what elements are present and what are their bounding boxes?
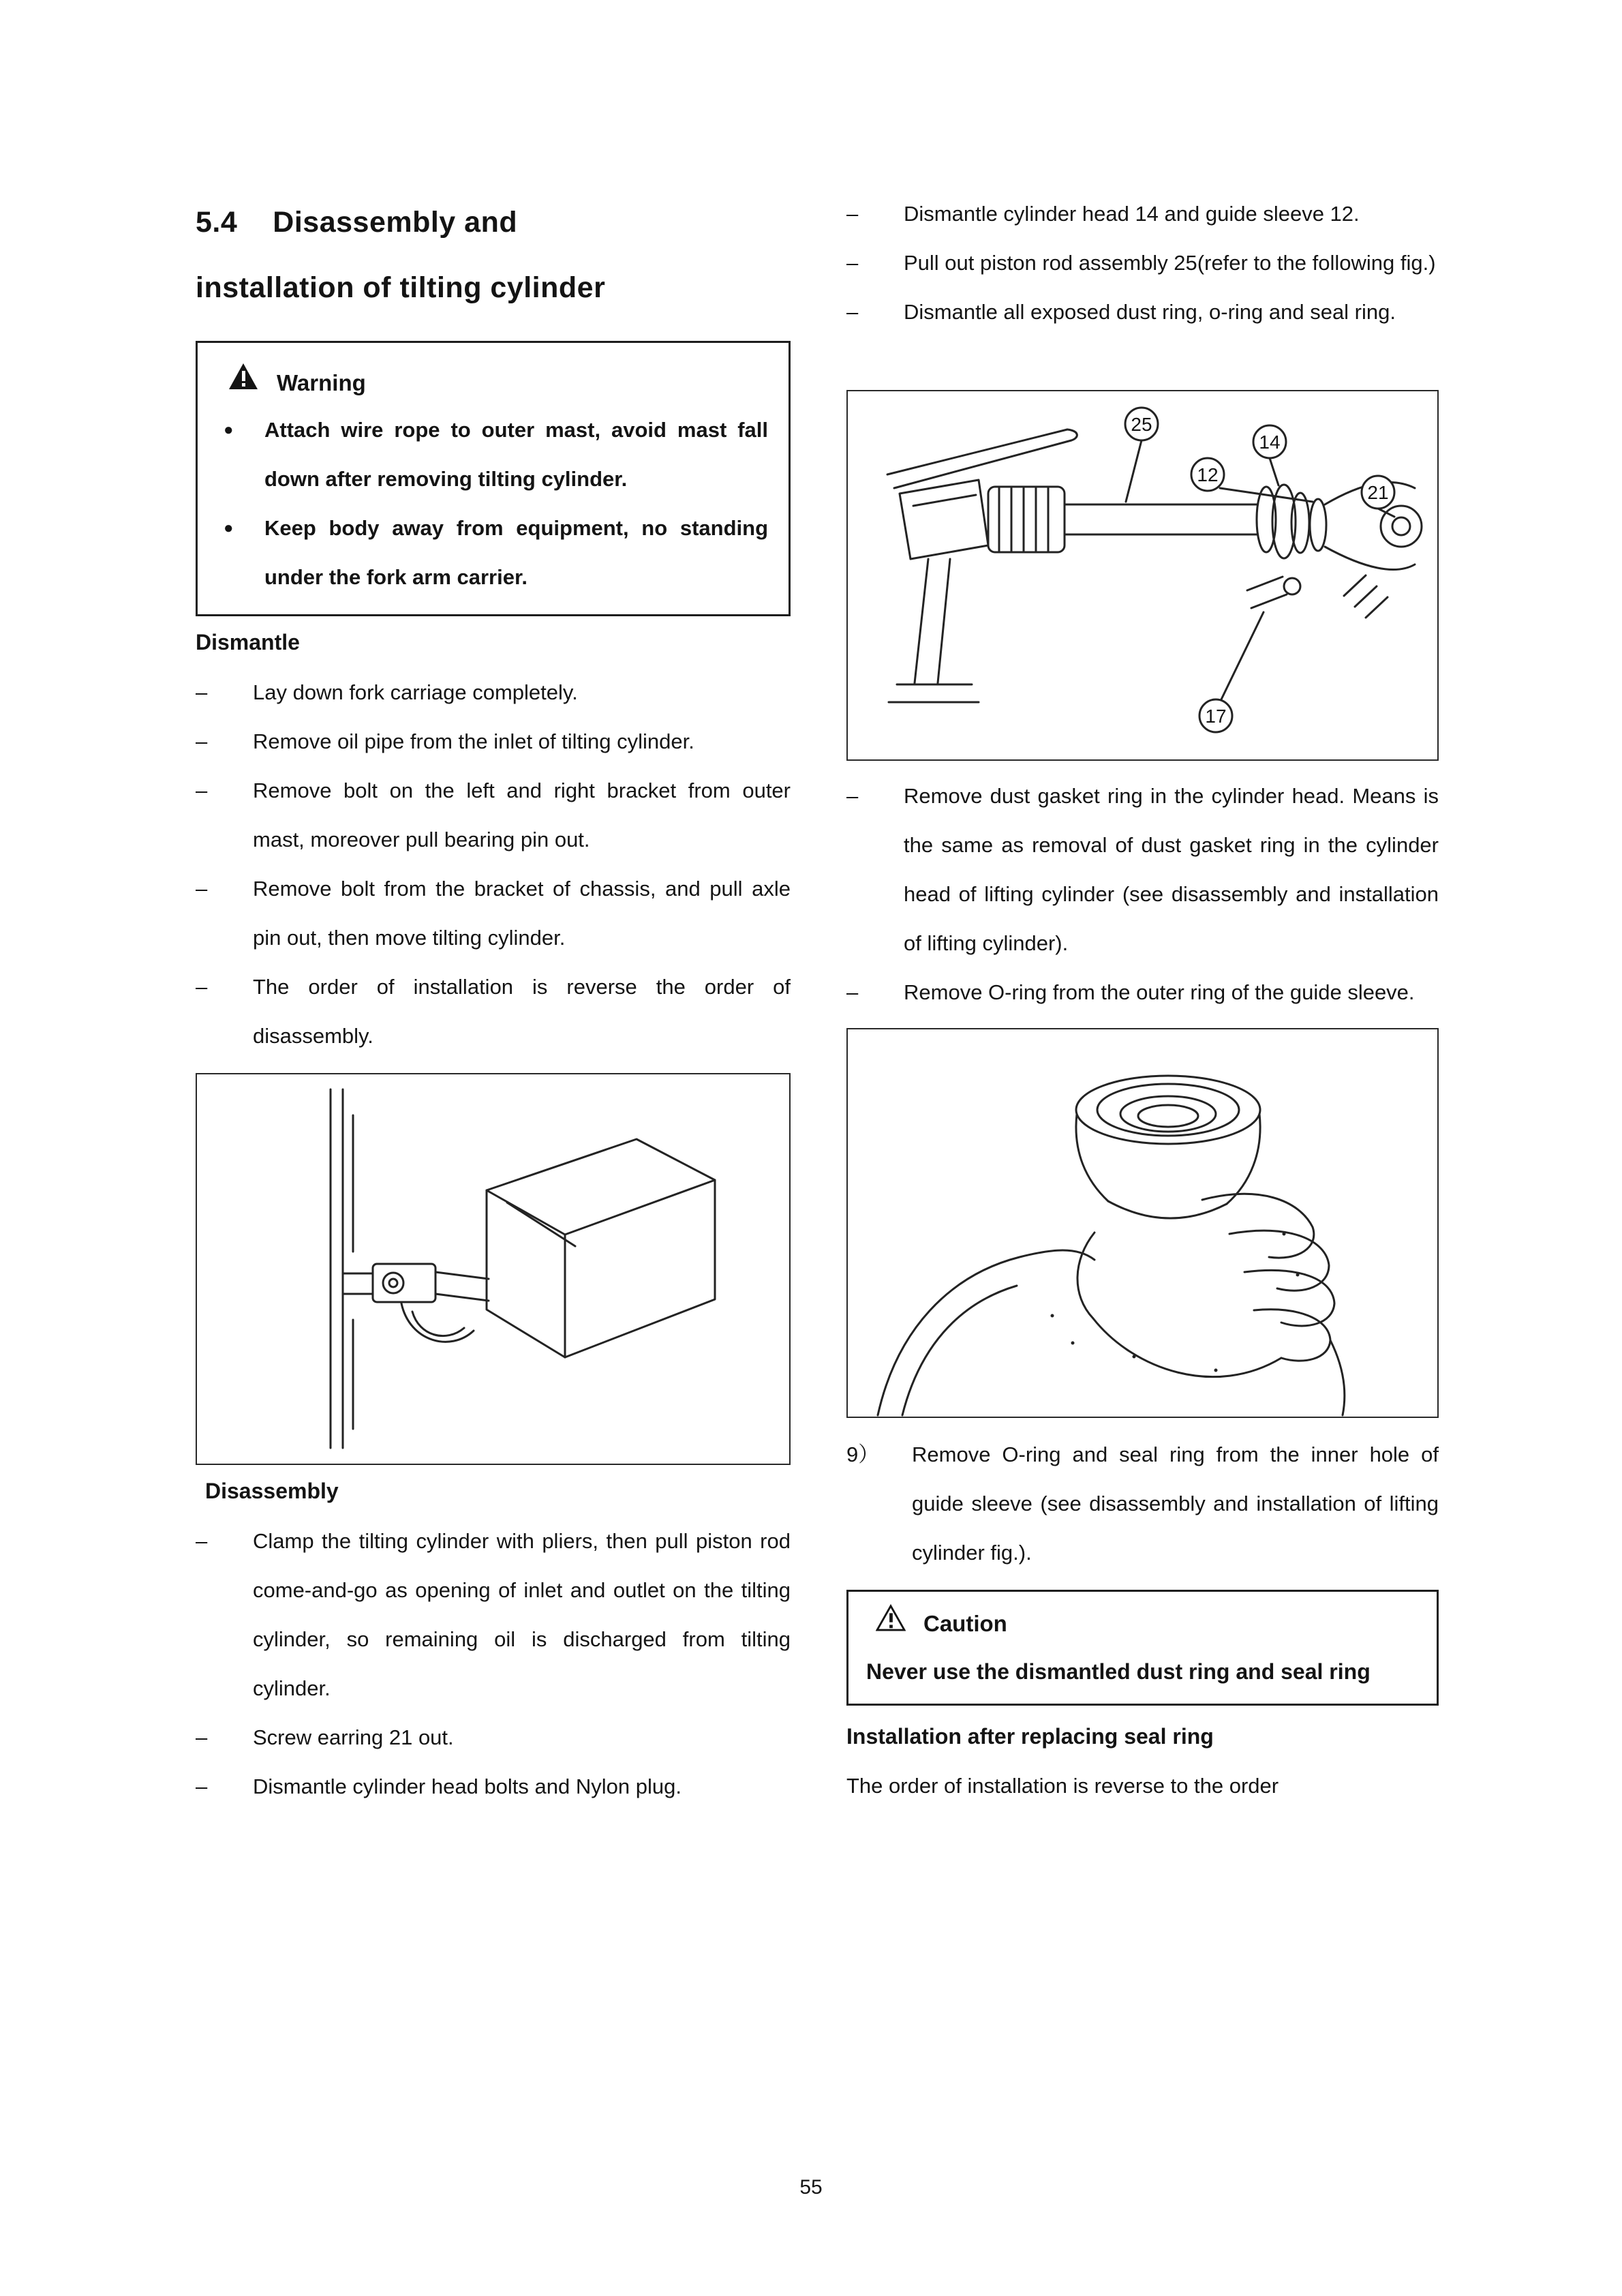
list-item: – Dismantle all exposed dust ring, o-ring and seal ring. <box>846 288 1439 337</box>
callout-25 <box>1125 408 1158 440</box>
disassembly-heading: Disassembly <box>205 1479 339 1503</box>
installation-heading: Installation after replacing seal ring <box>846 1724 1214 1749</box>
section-number: 5.4 <box>196 206 238 239</box>
left-column <box>196 190 791 1811</box>
two-column-layout <box>196 0 1439 1811</box>
dash-marker: – <box>846 784 859 808</box>
step-9: 9） Remove O-ring and seal ring from the inner hole of guide sleeve (see disassembly and installation of lifting cylinder fig.). <box>846 1430 1439 1577</box>
svg-text:14: 14 <box>1259 432 1281 453</box>
warning-item: ● Keep body away from equipment, no standing under the fork arm carrier. <box>218 504 768 602</box>
list-item: – Remove bolt on the left and right bracket from outer mast, moreover pull bearing pin out. <box>196 766 791 864</box>
dash-marker: – <box>196 729 208 753</box>
list-item: – The order of installation is reverse the order of disassembly. <box>196 963 791 1061</box>
dash-marker: – <box>846 300 859 324</box>
dash-marker: – <box>196 1529 208 1553</box>
dash-marker: – <box>196 877 208 901</box>
svg-text:12: 12 <box>1197 464 1219 485</box>
list-item: – Screw earring 21 out. <box>196 1713 791 1762</box>
list-item: – Lay down fork carriage completely. <box>196 668 791 717</box>
dash-marker: – <box>196 680 208 704</box>
caution-icon <box>876 1601 906 1646</box>
dash-marker: – <box>196 779 208 802</box>
callout-12 <box>1191 458 1224 491</box>
caution-box <box>846 1590 1439 1706</box>
list-item: – Dismantle cylinder head 14 and guide sleeve 12. <box>846 190 1439 239</box>
callout-17 <box>1199 699 1232 732</box>
dash-marker: – <box>846 980 859 1004</box>
warning-title: Warning <box>277 370 366 395</box>
list-item: – Remove bolt from the bracket of chassis, and pull axle pin out, then move tilting cylinder. <box>196 864 791 963</box>
list-item: – Remove O-ring from the outer ring of the guide sleeve. <box>846 968 1439 1017</box>
warning-icon <box>228 361 259 406</box>
dash-marker: – <box>196 1774 208 1798</box>
bullet-marker: ● <box>224 421 234 439</box>
installation-text: The order of installation is reverse to the order <box>846 1774 1279 1798</box>
right-column <box>846 190 1439 1811</box>
callout-21 <box>1362 476 1394 509</box>
figure-cylinder-assembly <box>846 390 1439 761</box>
svg-text:17: 17 <box>1205 706 1227 727</box>
dash-marker: – <box>846 202 859 226</box>
page-title-line1 <box>196 190 791 255</box>
caution-text: Never use the dismantled dust ring and seal ring <box>866 1659 1371 1684</box>
list-item: – Pull out piston rod assembly 25(refer to the following fig.) <box>846 239 1439 288</box>
page-number: 55 <box>799 2176 823 2199</box>
list-item: – Clamp the tilting cylinder with pliers, then pull piston rod come-and-go as opening of inlet and outlet on the tilting cylinder, so remaining oil is discharged from tilting cylinder. <box>196 1517 791 1713</box>
list-item: – Remove dust gasket ring in the cylinder head. Means is the same as removal of dust gasket ring in the cylinder head of lifting cylinder (see disassembly and installation of lifting cylinder). <box>846 772 1439 968</box>
svg-text:25: 25 <box>1131 414 1152 435</box>
dash-marker: – <box>196 1725 208 1749</box>
section-title-text: Disassembly and <box>273 206 518 239</box>
list-item: – Remove oil pipe from the inlet of tilting cylinder. <box>196 717 791 766</box>
bullet-marker: ● <box>224 519 234 537</box>
figure-hand-holding-sleeve <box>846 1028 1439 1418</box>
step-number: 9） <box>846 1442 880 1466</box>
dash-marker: – <box>196 975 208 999</box>
figure-bracket-drawing <box>196 1073 791 1465</box>
caution-title-row <box>866 1601 1419 1646</box>
warning-item: ● Attach wire rope to outer mast, avoid mast fall down after removing tilting cylinder. <box>218 406 768 504</box>
svg-text:21: 21 <box>1367 482 1389 503</box>
page-title <box>196 190 791 320</box>
callout-14 <box>1253 425 1286 458</box>
warning-box <box>196 341 791 616</box>
caution-title: Caution <box>923 1611 1007 1636</box>
list-item: – Dismantle cylinder head bolts and Nylon plug. <box>196 1762 791 1811</box>
warning-title-row <box>218 361 768 406</box>
page-title-line2: installation of tilting cylinder <box>196 271 606 304</box>
dash-marker: – <box>846 251 859 275</box>
dismantle-heading: Dismantle <box>196 630 300 654</box>
